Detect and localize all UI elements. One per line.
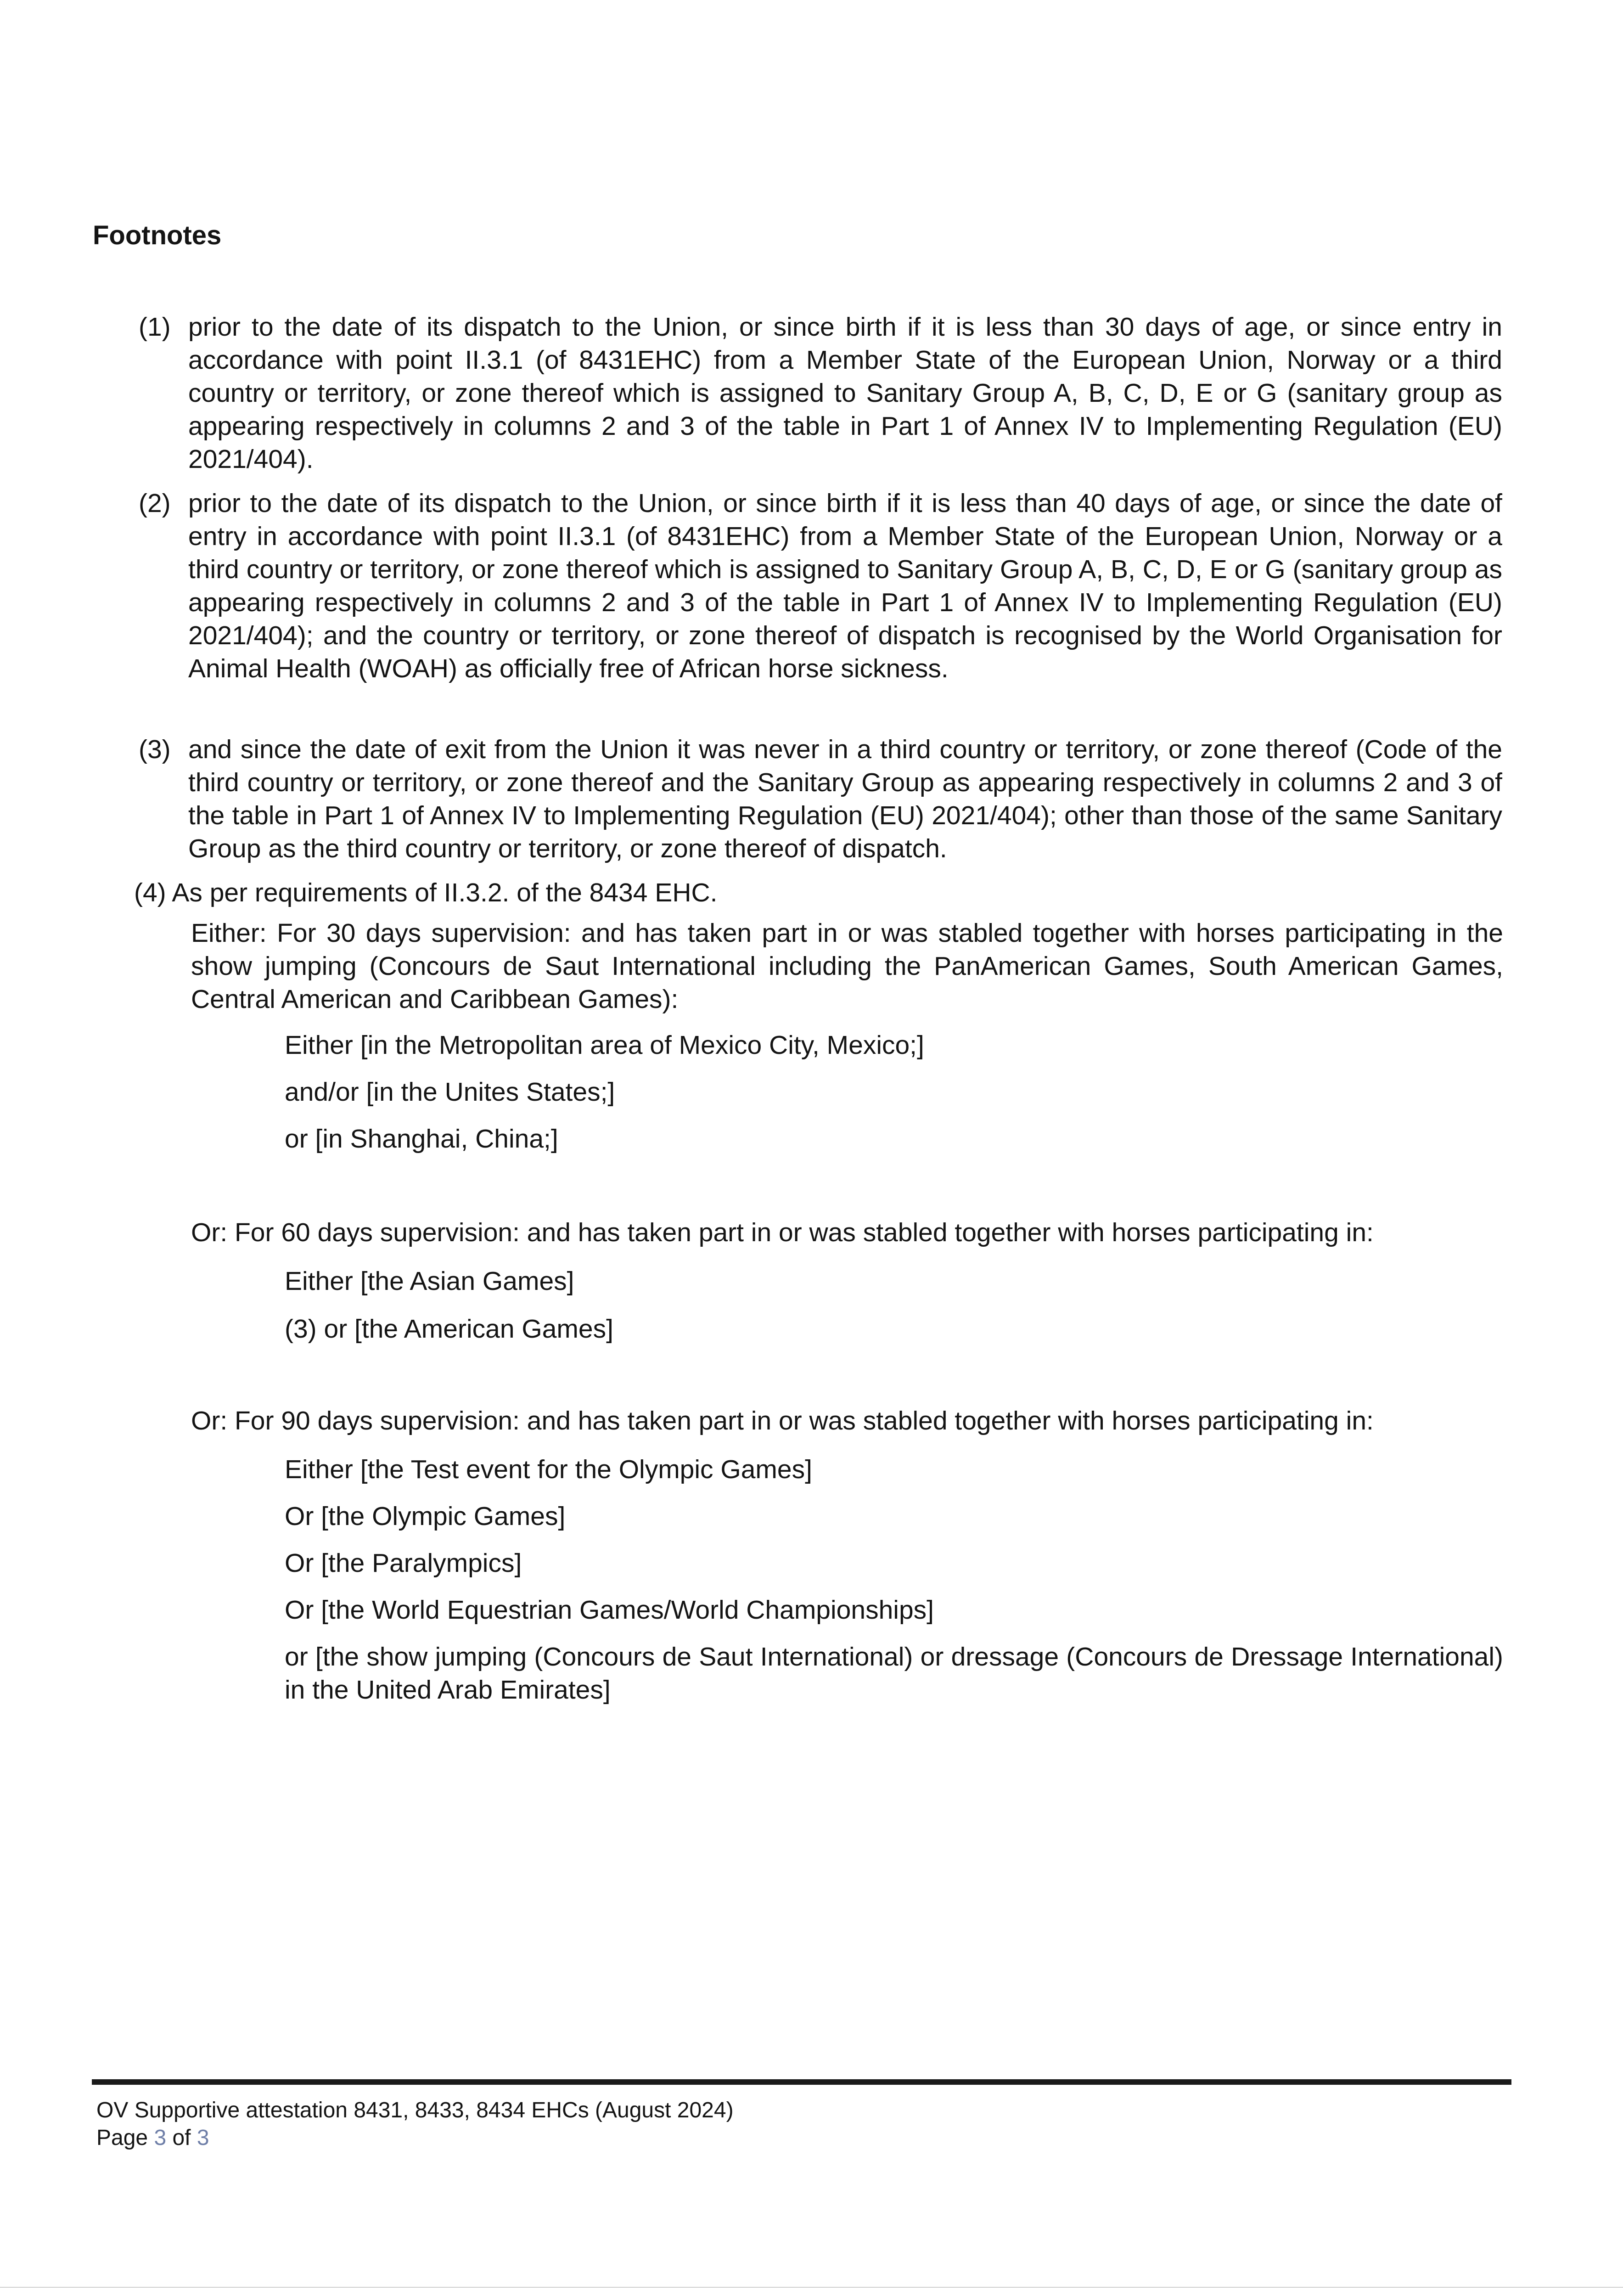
page-of: of xyxy=(166,2126,197,2150)
page-number xyxy=(96,2124,209,2152)
footnote-number: (2) xyxy=(139,489,171,518)
page-prefix: Page xyxy=(96,2126,154,2150)
footnotes-heading: Footnotes xyxy=(93,220,222,250)
option-uae-events: or [the show jumping (Concours de Saut International) or dressage (Concours de Dressage International) in the United Arab Emirates] xyxy=(285,1642,1503,1705)
option-united-states: and/or [in the Unites States;] xyxy=(285,1077,615,1107)
either-30-days-paragraph: Either: For 30 days supervision: and has taken part in or was stabled together with horses participating in the show jumping (Concours de Saut International including the PanAmerican Games, South American Games, Central American and Caribbean Games): xyxy=(191,918,1503,1014)
page-current: 3 xyxy=(154,2126,167,2150)
footnote-number: (1) xyxy=(139,312,171,342)
or-60-days-paragraph: Or: For 60 days supervision: and has taken part in or was stabled together with horses participating in: xyxy=(191,1218,1374,1247)
footnote-1 xyxy=(139,310,1502,476)
page-total: 3 xyxy=(197,2126,209,2150)
footnote-3 xyxy=(139,733,1502,865)
footer-title: OV Supportive attestation 8431, 8433, 8434 EHCs (August 2024) xyxy=(96,2098,734,2122)
footnote-text: prior to the date of its dispatch to the Union, or since birth if it is less than 40 days of age, or since the date of entry in accordance with point II.3.1 (of 8431EHC) from a Member State of the European Union, Norway or a third country or territory, or zone thereof which is assigned to Sanitary Group A, B, C, D, E or G (sanitary group as appearing respectively in columns 2 and 3 of the table in Part 1 of Annex IV to Implementing Regulation (EU) 2021/404); and the country or territory, or zone thereof of dispatch is recognised by the World Organisation for Animal Health (WOAH) as officially free of African horse sickness. xyxy=(188,489,1502,683)
footnote-number: (3) xyxy=(139,735,171,764)
footnote-4-heading: (4) As per requirements of II.3.2. of the 8434 EHC. xyxy=(134,878,718,907)
option-olympic-test-event: Either [the Test event for the Olympic Games] xyxy=(285,1455,812,1484)
option-shanghai: or [in Shanghai, China;] xyxy=(285,1124,558,1154)
page-bottom-edge xyxy=(0,2287,1623,2288)
or-90-days-paragraph: Or: For 90 days supervision: and has taken part in or was stabled together with horses participating in: xyxy=(191,1406,1374,1435)
option-olympic-games: Or [the Olympic Games] xyxy=(285,1502,566,1531)
option-american-games: (3) or [the American Games] xyxy=(285,1314,613,1344)
option-asian-games: Either [the Asian Games] xyxy=(285,1266,574,1296)
footer-divider xyxy=(92,2079,1511,2085)
option-mexico-city: Either [in the Metropolitan area of Mexico City, Mexico;] xyxy=(285,1030,924,1060)
option-paralympics: Or [the Paralympics] xyxy=(285,1548,522,1578)
footnote-text: and since the date of exit from the Union it was never in a third country or territory, or zone thereof (Code of the third country or territory, or zone thereof and the Sanitary Group as appearing respectively in columns 2 and 3 of the table in Part 1 of Annex IV to Implementing Regulation (EU) 2021/404); other than those of the same Sanitary Group as the third country or territory, or zone thereof of dispatch. xyxy=(188,735,1502,863)
footnote-text: prior to the date of its dispatch to the Union, or since birth if it is less than 30 days of age, or since entry in accordance with point II.3.1 (of 8431EHC) from a Member State of the European Union, Norway or a third country or territory, or zone thereof which is assigned to Sanitary Group A, B, C, D, E or G (sanitary group as appearing respectively in columns 2 and 3 of the table in Part 1 of Annex IV to Implementing Regulation (EU) 2021/404). xyxy=(188,312,1502,474)
option-world-equestrian-games: Or [the World Equestrian Games/World Championships] xyxy=(285,1595,934,1625)
footnote-2 xyxy=(139,487,1502,685)
